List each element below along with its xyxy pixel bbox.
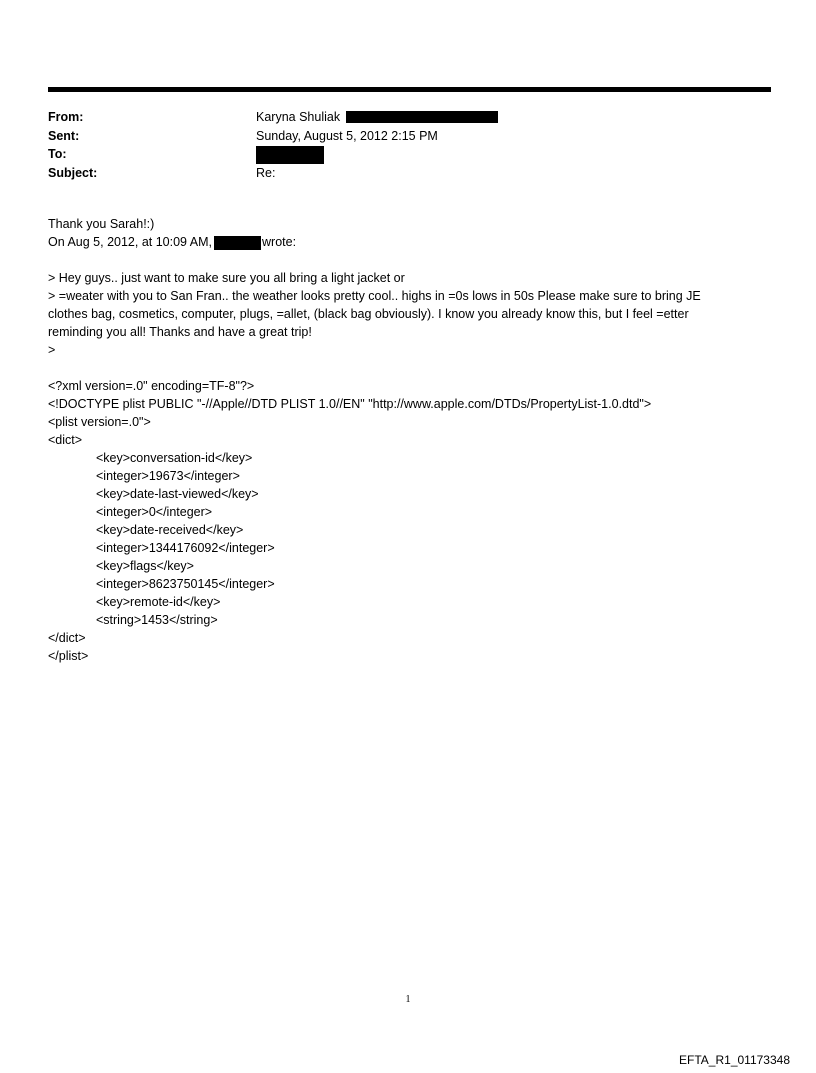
email-header: [48, 108, 768, 182]
spacer: [48, 359, 768, 377]
to-label: To:: [48, 147, 67, 161]
xml-line: <!DOCTYPE plist PUBLIC "-//Apple//DTD PLIST 1.0//EN" "http://www.apple.com/DTDs/PropertyList-1.0.dtd">: [48, 397, 652, 411]
xml-indented-line: <integer>0</integer>: [96, 505, 213, 519]
quote-intro-after: wrote:: [262, 235, 297, 249]
sent-value: Sunday, August 5, 2012 2:15 PM: [256, 128, 438, 143]
subject-label: Subject:: [48, 165, 98, 180]
email-body: [48, 215, 768, 665]
from-value: Karyna Shuliak: [256, 110, 341, 124]
from-row: [48, 108, 768, 127]
quoted-line: clothes bag, cosmetics, computer, plugs, =allet, (black bag obviously). I know you already know this, but I feel =etter: [48, 307, 689, 321]
reply-line: Thank you Sarah!:): [48, 217, 155, 231]
subject-value: Re:: [256, 165, 276, 180]
xml-indented-line: <integer>8623750145</integer>: [96, 577, 275, 591]
to-value-wrapper: [256, 144, 324, 164]
quoted-line: reminding you all! Thanks and have a great trip!: [48, 325, 312, 339]
redaction-block: [214, 236, 261, 250]
xml-line: <plist version=.0">: [48, 415, 151, 429]
header-rule: [48, 87, 771, 92]
xml-indented-line: <key>remote-id</key>: [96, 595, 221, 609]
page-number: 1: [405, 994, 411, 1005]
xml-indented-line: <key>date-last-viewed</key>: [96, 487, 259, 501]
from-value-wrapper: [256, 108, 498, 127]
quoted-line: > Hey guys.. just want to make sure you all bring a light jacket or: [48, 271, 405, 285]
quote-intro: [48, 233, 768, 251]
quoted-line: > =weater with you to San Fran.. the weather looks pretty cool.. highs in =0s lows in 50s Please make sure to bring JE: [48, 289, 701, 303]
xml-indented-line: <integer>1344176092</integer>: [96, 541, 275, 555]
sent-label: Sent:: [48, 128, 80, 143]
xml-closing-line: </dict>: [48, 631, 86, 645]
redaction-block: [346, 111, 498, 123]
xml-indented-line: <key>flags</key>: [96, 559, 194, 573]
from-label: From:: [48, 110, 84, 124]
spacer: [48, 251, 768, 269]
redaction-block: [256, 146, 324, 164]
xml-indented-line: <string>1453</string>: [96, 613, 218, 627]
xml-line: <?xml version=.0" encoding=TF-8"?>: [48, 379, 255, 393]
document-id: EFTA_R1_01173348: [679, 1053, 790, 1067]
quoted-line: >: [48, 343, 56, 357]
xml-indented-line: <key>conversation-id</key>: [96, 451, 253, 465]
xml-indented-line: <integer>19673</integer>: [96, 469, 240, 483]
xml-indented-line: <key>date-received</key>: [96, 523, 244, 537]
quote-intro-before: On Aug 5, 2012, at 10:09 AM,: [48, 235, 213, 249]
xml-closing-line: </plist>: [48, 649, 89, 663]
to-row: [48, 145, 768, 164]
xml-line: <dict>: [48, 433, 83, 447]
subject-row: [48, 164, 768, 183]
sent-row: [48, 127, 768, 146]
